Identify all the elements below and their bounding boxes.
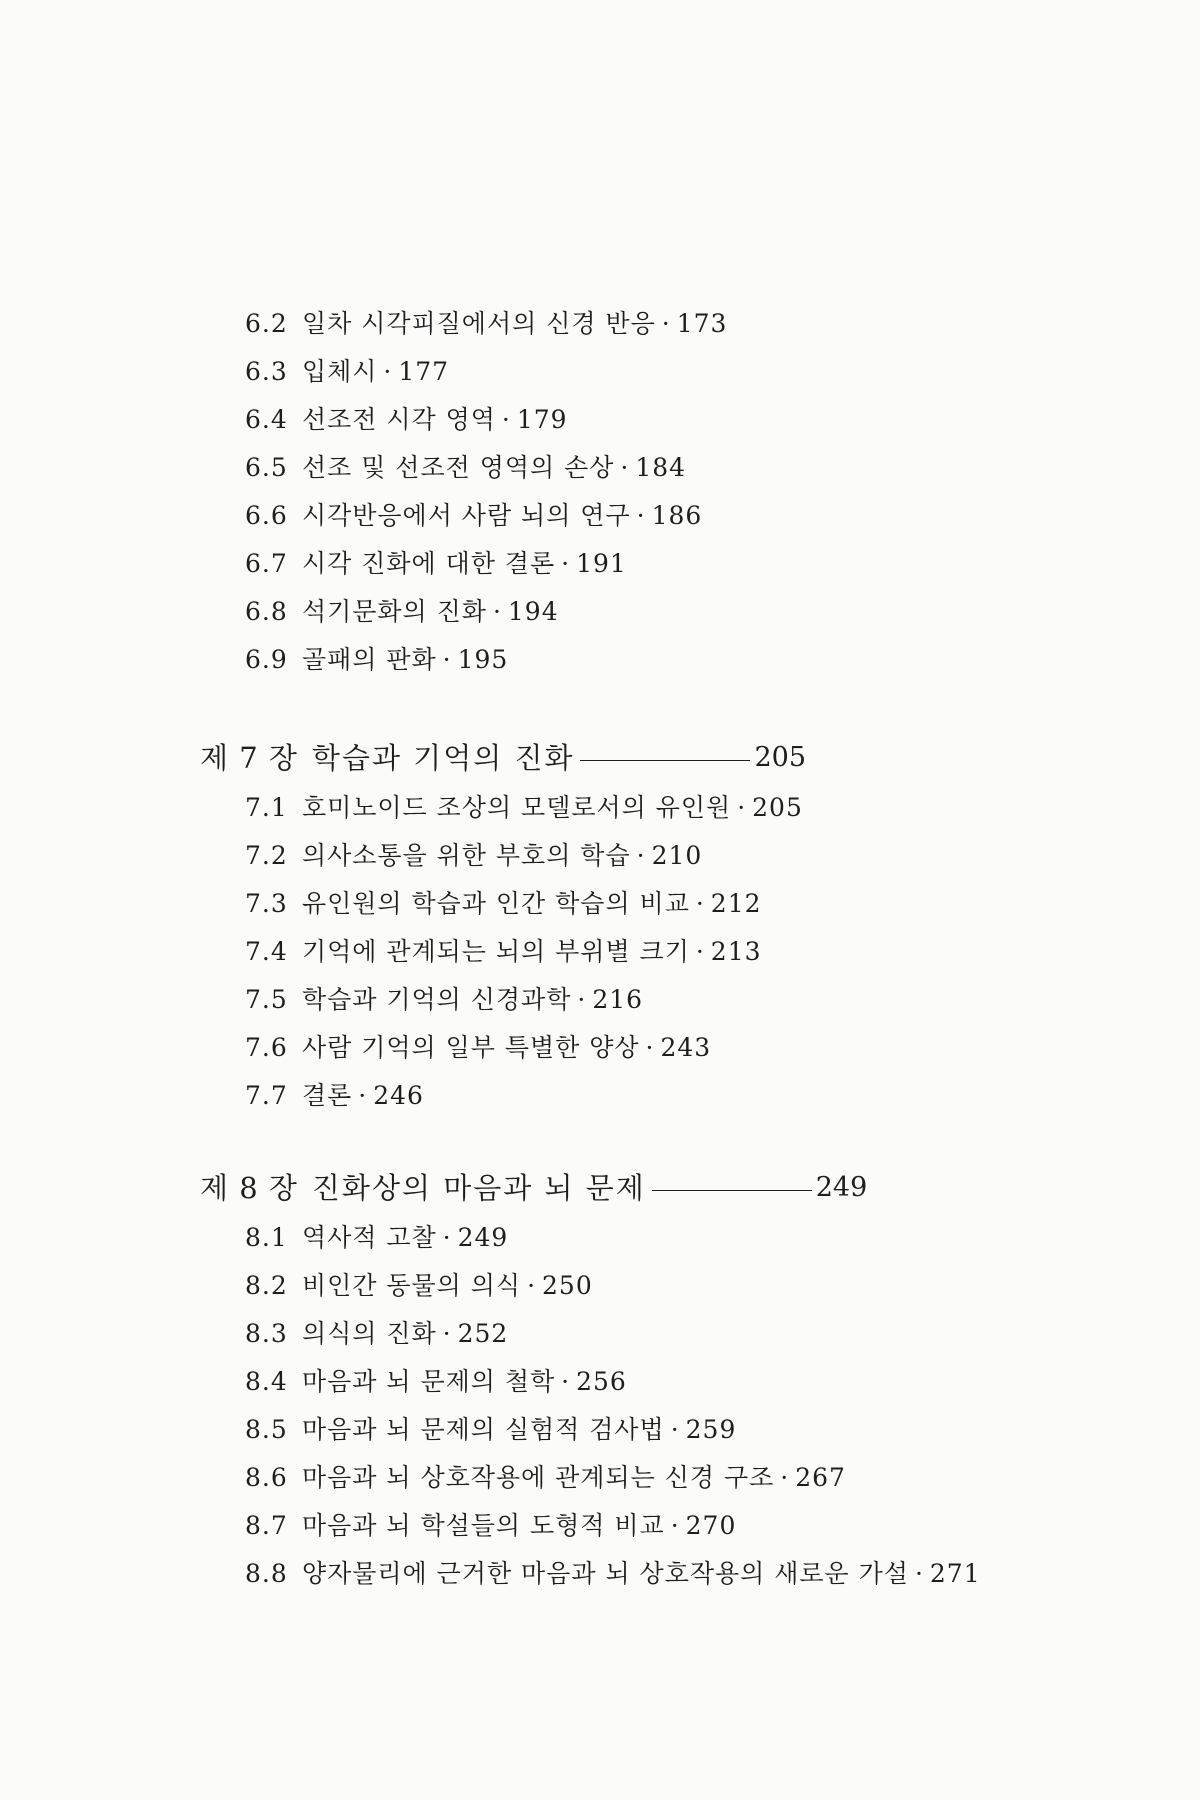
section-number: 7.5 — [245, 985, 288, 1014]
section-number: 8.7 — [245, 1511, 288, 1540]
chapter-leader-line — [580, 760, 750, 761]
section-page: 191 — [576, 549, 627, 578]
section-title: 학습과 기억의 신경과학 — [301, 985, 572, 1014]
toc-entry[interactable] — [245, 784, 1200, 832]
section-title: 의식의 진화 — [301, 1319, 437, 1348]
section-title: 유인원의 학습과 인간 학습의 비교 — [301, 889, 690, 918]
separator-dot: · — [561, 1367, 571, 1396]
toc-entry[interactable] — [245, 1072, 1200, 1120]
section-page: 205 — [752, 793, 803, 822]
section-page: 252 — [457, 1319, 509, 1348]
separator-dot: · — [620, 453, 630, 482]
section-page: 267 — [795, 1463, 846, 1492]
section-title: 결론 — [301, 1081, 353, 1110]
toc-entry[interactable] — [245, 348, 1200, 396]
section-number: 7.6 — [245, 1033, 288, 1062]
separator-dot: · — [670, 1511, 680, 1540]
chapter-label: 제 8 장 — [200, 1171, 298, 1205]
section-number: 6.3 — [245, 357, 288, 386]
section-page: 271 — [929, 1559, 981, 1588]
separator-dot: · — [501, 405, 511, 434]
section-number: 8.5 — [245, 1415, 288, 1444]
section-page: 177 — [398, 357, 450, 386]
separator-dot: · — [670, 1415, 680, 1444]
section-number: 6.2 — [245, 309, 288, 338]
section-number: 8.3 — [245, 1319, 288, 1348]
toc-entry[interactable] — [245, 636, 1200, 684]
section-page: 256 — [576, 1367, 627, 1396]
toc-entry[interactable] — [245, 540, 1200, 588]
section-number: 6.4 — [245, 405, 288, 434]
separator-dot: · — [442, 1223, 452, 1252]
section-number: 8.4 — [245, 1367, 288, 1396]
section-title: 일차 시각피질에서의 신경 반응 — [301, 309, 656, 338]
chapter-heading[interactable] — [200, 1162, 1200, 1214]
section-title: 역사적 고찰 — [301, 1223, 437, 1252]
section-page: 179 — [516, 405, 568, 434]
toc-entry[interactable] — [245, 1310, 1200, 1358]
section-title: 의사소통을 위한 부호의 학습 — [301, 841, 631, 870]
section-page: 194 — [507, 597, 559, 626]
section-number: 8.8 — [245, 1559, 288, 1588]
chapter-title: 진화상의 마음과 뇌 문제 — [311, 1171, 646, 1205]
chapter6-section-list — [0, 300, 1200, 684]
section-page: 186 — [651, 501, 703, 530]
section-title: 선조전 시각 영역 — [301, 405, 496, 434]
section-title: 양자물리에 근거한 마음과 뇌 상호작용의 새로운 가설 — [301, 1559, 909, 1588]
section-number: 8.6 — [245, 1463, 288, 1492]
toc-entry[interactable] — [245, 928, 1200, 976]
separator-dot: · — [442, 645, 452, 674]
toc-entry[interactable] — [245, 492, 1200, 540]
separator-dot: · — [695, 937, 705, 966]
toc-entry[interactable] — [245, 300, 1200, 348]
toc-entry[interactable] — [245, 1550, 1200, 1598]
toc-entry[interactable] — [245, 1024, 1200, 1072]
section-title: 골패의 판화 — [301, 645, 437, 674]
chapter-page: 249 — [815, 1172, 868, 1203]
section-title: 마음과 뇌 상호작용에 관계되는 신경 구조 — [301, 1463, 775, 1492]
section-title: 마음과 뇌 문제의 실험적 검사법 — [301, 1415, 665, 1444]
toc-entry[interactable] — [245, 1358, 1200, 1406]
toc-entry[interactable] — [245, 1454, 1200, 1502]
section-number: 6.5 — [245, 453, 288, 482]
separator-dot: · — [914, 1559, 924, 1588]
section-number: 7.2 — [245, 841, 288, 870]
section-title: 사람 기억의 일부 특별한 양상 — [301, 1033, 640, 1062]
separator-dot: · — [492, 597, 502, 626]
section-title: 시각 진화에 대한 결론 — [301, 549, 556, 578]
separator-dot: · — [577, 985, 587, 1014]
chapter-page: 205 — [754, 742, 807, 773]
separator-dot: · — [737, 793, 747, 822]
section-number: 6.6 — [245, 501, 288, 530]
separator-dot: · — [442, 1319, 452, 1348]
toc-entry[interactable] — [245, 1214, 1200, 1262]
separator-dot: · — [661, 309, 671, 338]
section-title: 비인간 동물의 의식 — [301, 1271, 522, 1300]
section-title: 마음과 뇌 학설들의 도형적 비교 — [301, 1511, 665, 1540]
section-number: 7.1 — [245, 793, 288, 822]
separator-dot: · — [636, 841, 646, 870]
separator-dot: · — [695, 889, 705, 918]
section-page: 210 — [651, 841, 703, 870]
separator-dot: · — [358, 1081, 368, 1110]
section-page: 213 — [710, 937, 762, 966]
toc-entry[interactable] — [245, 396, 1200, 444]
section-page: 259 — [685, 1415, 737, 1444]
chapter8-block — [0, 1162, 1200, 1598]
section-title: 입체시 — [301, 357, 378, 386]
section-title: 기억에 관계되는 뇌의 부위별 크기 — [301, 937, 690, 966]
section-number: 8.1 — [245, 1223, 288, 1252]
section-number: 6.7 — [245, 549, 288, 578]
chapter7-block — [0, 732, 1200, 1120]
chapter-leader-line — [652, 1190, 812, 1191]
chapter-heading[interactable] — [200, 732, 1200, 784]
section-page: 195 — [457, 645, 509, 674]
section-number: 7.7 — [245, 1081, 288, 1110]
toc-entry[interactable] — [245, 444, 1200, 492]
separator-dot: · — [561, 549, 571, 578]
section-number: 6.8 — [245, 597, 288, 626]
section-title: 석기문화의 진화 — [301, 597, 487, 626]
section-title: 시각반응에서 사람 뇌의 연구 — [301, 501, 631, 530]
section-page: 184 — [635, 453, 687, 482]
section-number: 8.2 — [245, 1271, 288, 1300]
toc-entry[interactable] — [245, 832, 1200, 880]
section-page: 216 — [592, 985, 644, 1014]
chapter-title: 학습과 기억의 진화 — [311, 741, 575, 775]
toc-entry[interactable] — [245, 1502, 1200, 1550]
section-page: 246 — [373, 1081, 424, 1110]
separator-dot: · — [636, 501, 646, 530]
toc-entry[interactable] — [245, 880, 1200, 928]
section-number: 7.3 — [245, 889, 288, 918]
section-number: 7.4 — [245, 937, 288, 966]
separator-dot: · — [383, 357, 393, 386]
section-title: 호미노이드 조상의 모델로서의 유인원 — [301, 793, 732, 822]
toc-entry[interactable] — [245, 976, 1200, 1024]
toc-entry[interactable] — [245, 1262, 1200, 1310]
toc-entry[interactable] — [245, 588, 1200, 636]
section-page: 249 — [457, 1223, 509, 1252]
section-number: 6.9 — [245, 645, 288, 674]
toc-entry[interactable] — [245, 1406, 1200, 1454]
section-page: 250 — [542, 1271, 593, 1300]
section-page: 173 — [676, 309, 728, 338]
chapter-label: 제 7 장 — [200, 741, 298, 775]
separator-dot: · — [527, 1271, 537, 1300]
separator-dot: · — [780, 1463, 790, 1492]
section-page: 212 — [710, 889, 762, 918]
section-title: 선조 및 선조전 영역의 손상 — [301, 453, 615, 482]
section-page: 270 — [685, 1511, 737, 1540]
separator-dot: · — [645, 1033, 655, 1062]
section-title: 마음과 뇌 문제의 철학 — [301, 1367, 556, 1396]
section-page: 243 — [660, 1033, 712, 1062]
